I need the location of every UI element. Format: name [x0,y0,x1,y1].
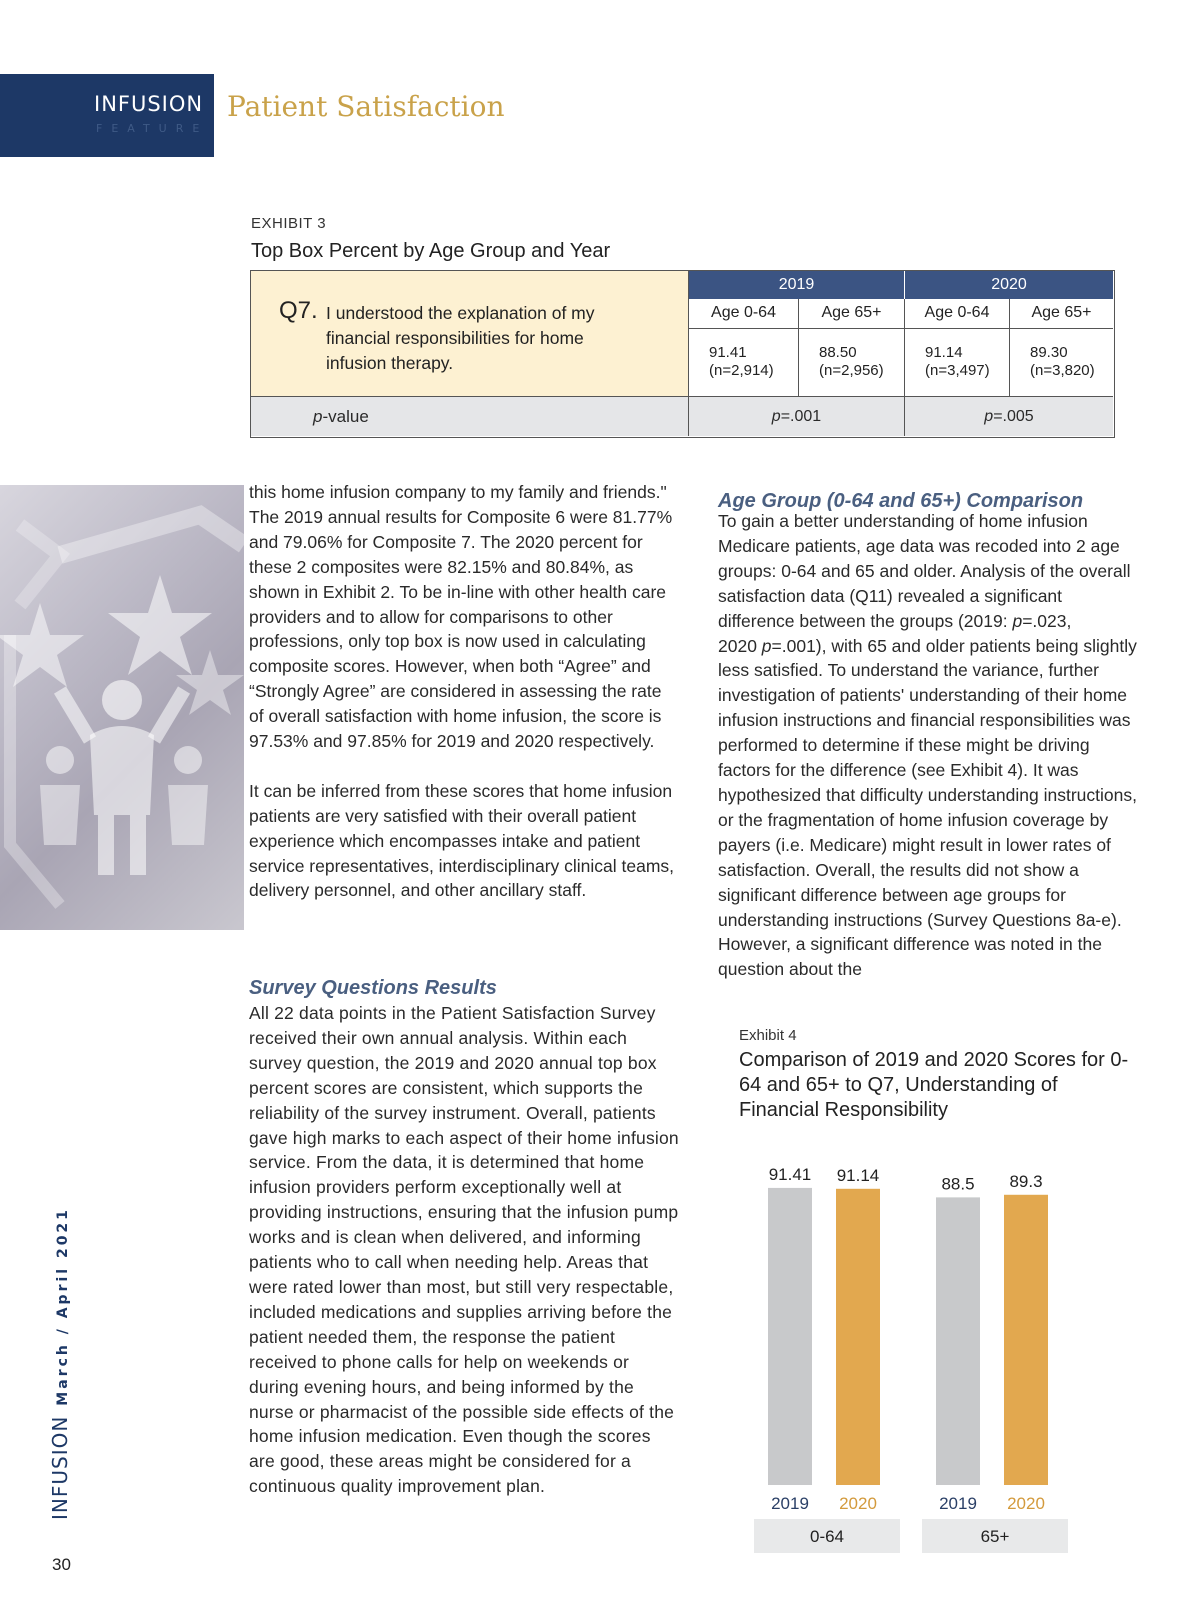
left-column [249,480,679,903]
sample-size: (n=2,914) [709,362,774,379]
sample-size: (n=3,820) [1030,362,1095,379]
pvalue-p: p [771,408,781,425]
table-column [689,299,799,397]
left-paragraph-2: It can be inferred from these scores that home infusion patients are very satisfied with their overall patient experience which encompasses intake and patient service representatives, interdisciplinary clinical teams, delivery personnel, and other ancillary staff. [249,780,675,901]
column-value [1010,329,1113,380]
score-value: 88.50 [819,344,857,361]
group-label: 65+ [980,1527,1010,1546]
right-text-part1: To gain a better understanding of home infusion Medicare patients, age data was recoded into 2 age groups: 0-64 and 65 and older. Analysis of the overall satisfaction data (Q11) revealed a significant difference between the groups (2019: [718,511,1131,631]
question-text: I understood the explanation of my financial responsibilities for home infusion therapy. [326,303,595,373]
exhibit3-table [250,270,1115,438]
bar-value-label: 89.3 [1009,1171,1043,1191]
table-column [905,299,1010,397]
exhibit3-title: Top Box Percent by Age Group and Year [251,240,611,262]
survey-results-body: All 22 data points in the Patient Satisfaction Survey received their own annual analysis. Within each survey question, the 2019 and 2020 annual top box percent scores are consistent, which supports the reliability of the survey instrument. Overall, patients gave high marks to each aspect of their home infusion service. From the data, it is determined that home infusion providers perform exceptionally well at providing instructions, ensuring that the infusion pump works and is clean when delivered, and informing patients who to call when needing help. Areas that were rated lower than most, but still very respectable, included medications and supplies arriving before the patient needed them, the response the patient received to phone calls for help on weekends or during evening hours, and being informed by the nurse or pharmacist of the possible side effects of the home infusion medication. Even though the scores are good, these areas might be considered for a continuous quality improvement plan. [249,1003,679,1497]
exhibit3-label: EXHIBIT 3 [251,215,327,232]
bar-value-label: 91.14 [836,1165,880,1185]
bar-0-64-2020 [836,1189,880,1485]
bar-year-label: 2020 [1007,1494,1045,1513]
pvalue-number: =.005 [993,408,1034,425]
right-text-part3: =.001), with 65 and older patients being slightly less satisfied. To understand the variance, further investigation of patients' understanding of their home infusion instructions and financial responsibilities was performed to determine if these might be driving factors for the difference (see Exhibit 4). It was hypothesized that difficulty understanding instructions, or the fragmentation of home infusion coverage by payers (i.e. Medicare) might result in lower rates of satisfaction. Overall, the results did not show a significant difference between age groups for understanding instructions (Survey Questions 8a-e). However, a significant difference was noted in the question about the [718,635,1137,980]
score-value: 91.14 [925,344,963,361]
year-header-2020: 2020 [905,271,1113,299]
side-footer [48,1207,72,1520]
bar-value-label: 88.5 [941,1174,975,1194]
footer-brand: INFUSION [48,1415,72,1520]
p-italic: p [761,635,772,656]
right-paragraph [718,509,1138,982]
brand-logo: INFUSION [94,92,204,116]
pvalue-number: =.001 [780,408,822,425]
year-header-2019: 2019 [689,271,905,299]
pvalue-p: p [984,408,994,425]
sample-size: (n=2,956) [819,362,884,379]
column-header: Age 65+ [799,299,904,329]
p-value-1: =.023, [1022,610,1072,631]
bar-0-64-2019 [768,1188,812,1485]
footer-date: March / April 2021 [55,1207,71,1406]
right-text-part2: 2020 [718,635,762,656]
right-column [718,509,1138,982]
page-number: 30 [52,1555,71,1574]
question-number: Q7. [279,297,318,324]
column-value [905,329,1009,380]
exhibit4-bar-chart [740,1140,1100,1555]
left-paragraph-1: this home infusion company to my family and friends." The 2019 annual results for Composite 6 were 81.77% and 79.06% for Composite 7. The 2020 percent for these 2 composites were 82.15% and 80.84%, as shown in Exhibit 2. To be in-line with other health care providers and to allow for comparisons to other professions, only top box is now used in calculating composite scores. However, when both “Agree” and “Strongly Agree” are considered in assessing the rate of overall satisfaction with home infusion, the score is 97.53% and 97.85% for 2019 and 2020 respectively. [249,482,673,752]
column-value [799,329,904,380]
sample-size: (n=3,497) [925,362,990,379]
bar-year-label: 2020 [839,1494,877,1513]
column-header: Age 0-64 [689,299,798,329]
bar-year-label: 2019 [771,1494,809,1513]
score-value: 91.41 [709,344,747,361]
pvalue-row [251,397,1113,436]
pvalue-2019 [689,397,905,436]
table-column [799,299,905,397]
p-italic: p [1012,610,1023,631]
pvalue-label-text: -value [322,407,369,426]
bar-65+-2019 [936,1197,980,1485]
exhibit4-label: Exhibit 4 [739,1027,797,1044]
group-label: 0-64 [809,1527,845,1546]
brand-logo-box [0,74,214,157]
column-header: Age 65+ [1010,299,1113,329]
age-comparison-heading: Age Group (0-64 and 65+) Comparison [718,490,1084,512]
column-value [689,329,798,380]
bar-value-label: 91.41 [768,1164,812,1184]
brand-logo-sub: FEATURE [96,122,209,135]
question-cell [251,271,689,397]
exhibit4-title: Comparison of 2019 and 2020 Scores for 0-64 and 65+ to Q7, Understanding of Financial Responsibility [739,1049,1129,1121]
section-title: Patient Satisfaction [227,90,505,123]
pvalue-2020 [905,397,1113,436]
bar-65+-2020 [1004,1195,1048,1485]
stars-family-icon [0,485,244,930]
column-header: Age 0-64 [905,299,1009,329]
score-value: 89.30 [1030,344,1068,361]
table-column [1010,299,1113,397]
survey-results-heading: Survey Questions Results [249,977,497,999]
decorative-image [0,485,244,930]
pvalue-label [251,397,689,436]
pvalue-p: p [313,407,323,426]
bar-year-label: 2019 [939,1494,977,1513]
